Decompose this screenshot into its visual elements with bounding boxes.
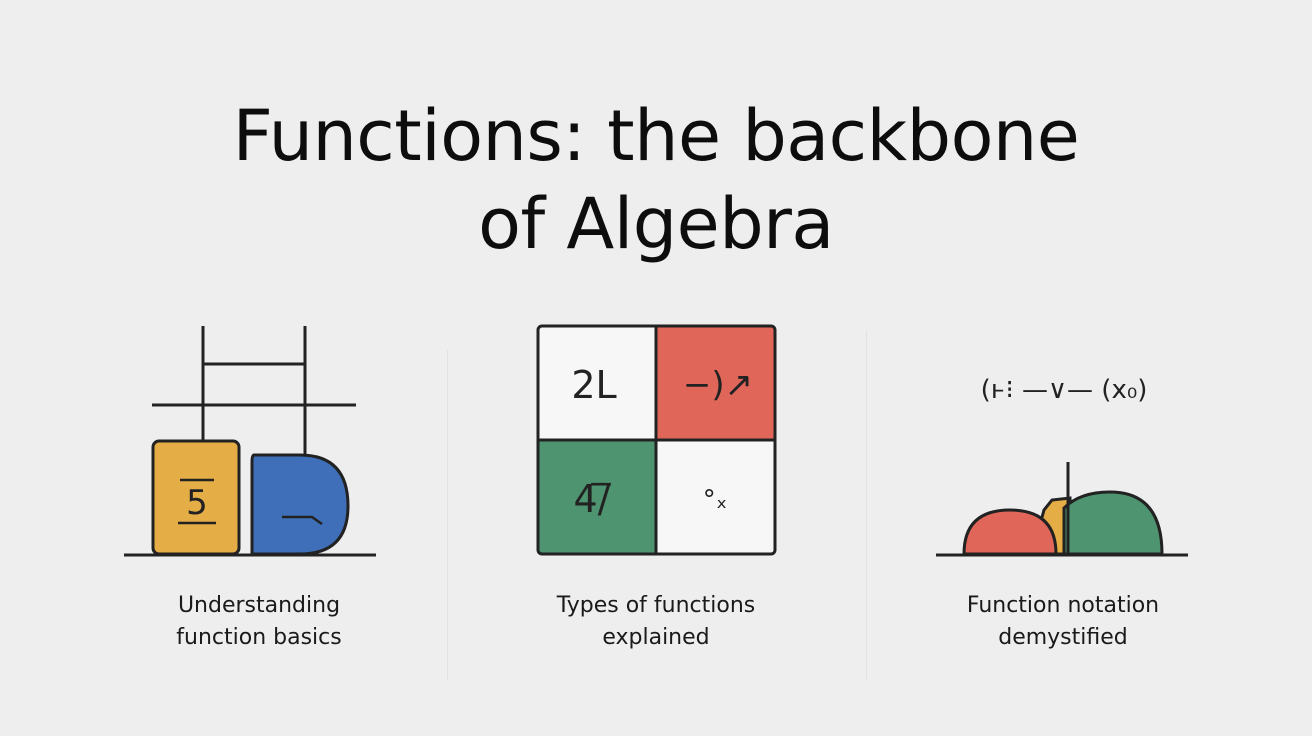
caption-3-line-1: Function notation (966, 593, 1160, 618)
yellow-block-label: 5 (186, 483, 208, 523)
caption-1-line-2: function basics (176, 625, 342, 650)
caption-function-basics (89, 590, 429, 654)
title-line-2: of Algebra (478, 183, 834, 265)
blue-block (252, 455, 348, 554)
notation-formula: (ⱶ⁝ —∨— (x₀) (980, 375, 1148, 405)
caption-2-line-2: explained (602, 625, 710, 650)
title-line-1: Functions: the backbone (232, 95, 1080, 177)
cell-label-4: °ₓ (702, 485, 728, 515)
green-semicircle (1064, 492, 1162, 554)
caption-1-line-1: Understanding (177, 593, 341, 618)
caption-types-of-functions (486, 590, 826, 654)
caption-2-line-1: Types of functions (556, 593, 756, 618)
panel-3-illustration (936, 375, 1188, 555)
cell-label-2: −)↗ (682, 365, 754, 405)
panel-2-illustration (538, 326, 775, 554)
caption-function-notation (893, 590, 1233, 654)
cell-label-1: 2L (571, 363, 617, 407)
caption-3-line-2: demystified (998, 625, 1128, 650)
panel-1-illustration (124, 326, 376, 555)
cell-label-3: 4/̅ (573, 477, 611, 521)
